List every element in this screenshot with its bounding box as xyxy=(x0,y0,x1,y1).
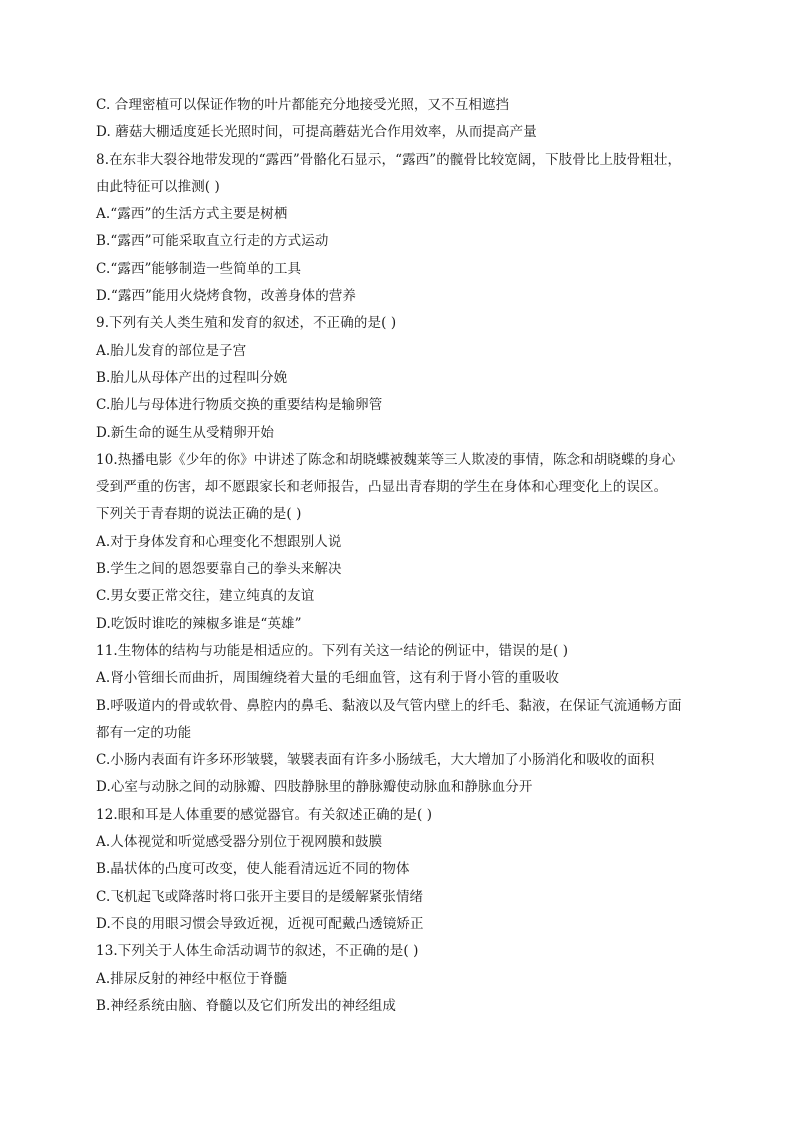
option-line: A.对于身体发育和心理变化不想跟别人说 xyxy=(96,533,342,550)
question-10-stem: 10.热播电影《少年的你》中讲述了陈念和胡晓蝶被魏莱等三人欺凌的事情，陈念和胡晓蝶的身心 xyxy=(96,451,676,468)
text-line: 受到严重的伤害，却不愿跟家长和老师报告，凸显出青春期的学生在身体和心理变化上的误区。 xyxy=(96,479,668,496)
option-line: B.胎儿从母体产出的过程叫分娩 xyxy=(96,369,288,386)
option-line: C.男女要正常交往，建立纯真的友谊 xyxy=(96,588,315,605)
option-line: B.晶状体的凸度可改变，使人能看清远近不同的物体 xyxy=(96,861,410,878)
option-line: D.新生命的诞生从受精卵开始 xyxy=(96,424,275,441)
option-line: A.“露西”的生活方式主要是树栖 xyxy=(96,206,288,223)
option-line: D.不良的用眼习惯会导致近视，近视可配戴凸透镜矫正 xyxy=(96,915,424,932)
option-line: D.“露西”能用火烧烤食物，改善身体的营养 xyxy=(96,288,357,305)
option-line: B.学生之间的恩怨要靠自己的拳头来解决 xyxy=(96,561,342,578)
question-text xyxy=(96,92,706,1020)
text-line: 由此特征可以推测( ) xyxy=(96,178,220,195)
option-line: C.小肠内表面有许多环形皱襞，皱襞表面有许多小肠绒毛，大大增加了小肠消化和吸收的面积 xyxy=(96,752,655,769)
question-11-stem: 11.生物体的结构与功能是相适应的。下列有关这一结论的例证中，错误的是( ) xyxy=(96,642,569,659)
option-line: D.吃饭时谁吃的辣椒多谁是“英雄” xyxy=(96,615,302,632)
text-line: C. 合理密植可以保证作物的叶片都能充分地接受光照，又不互相遮挡 xyxy=(96,97,510,113)
question-12-stem: 12.眼和耳是人体重要的感觉器官。有关叙述正确的是( ) xyxy=(96,806,433,823)
text-line: 都有一定的功能 xyxy=(96,724,192,741)
option-line: A.排尿反射的神经中枢位于脊髓 xyxy=(96,970,288,987)
question-13-stem: 13.下列关于人体生命活动调节的叙述，不正确的是( ) xyxy=(96,943,419,960)
option-line: A.胎儿发育的部位是子宫 xyxy=(96,342,247,359)
text-line: D. 蘑菇大棚适度延长光照时间，可提高蘑菇光合作用效率，从而提高产量 xyxy=(96,124,537,141)
option-line: A.人体视觉和听觉感受器分别位于视网膜和鼓膜 xyxy=(96,834,383,851)
option-line: B.呼吸道内的骨或软骨、鼻腔内的鼻毛、黏液以及气管内壁上的纤毛、黏液，在保证气流通畅方面 xyxy=(96,697,682,714)
option-line: C.飞机起飞或降落时将口张开主要目的是缓解紧张情绪 xyxy=(96,888,424,905)
option-line: B.“露西”可能采取直立行走的方式运动 xyxy=(96,233,329,250)
option-line: D.心室与动脉之间的动脉瓣、四肢静脉里的静脉瓣使动脉血和静脉血分开 xyxy=(96,779,533,796)
question-8-stem: 8.在东非大裂谷地带发现的“露西”骨骼化石显示，“露西”的髋骨比较宽阔，下肢骨比上肢骨粗壮， xyxy=(96,151,682,168)
option-line: A.肾小管细长而曲折，周围缠绕着大量的毛细血管，这有利于肾小管的重吸收 xyxy=(96,670,560,687)
option-line: C.胎儿与母体进行物质交换的重要结构是输卵管 xyxy=(96,397,383,414)
option-line: B.神经系统由脑、脊髓以及它们所发出的神经组成 xyxy=(96,997,397,1014)
question-9-stem: 9.下列有关人类生殖和发育的叙述，不正确的是( ) xyxy=(96,315,397,332)
text-line: 下列关于青春期的说法正确的是( ) xyxy=(96,506,302,523)
option-line: C.“露西”能够制造一些简单的工具 xyxy=(96,260,302,277)
